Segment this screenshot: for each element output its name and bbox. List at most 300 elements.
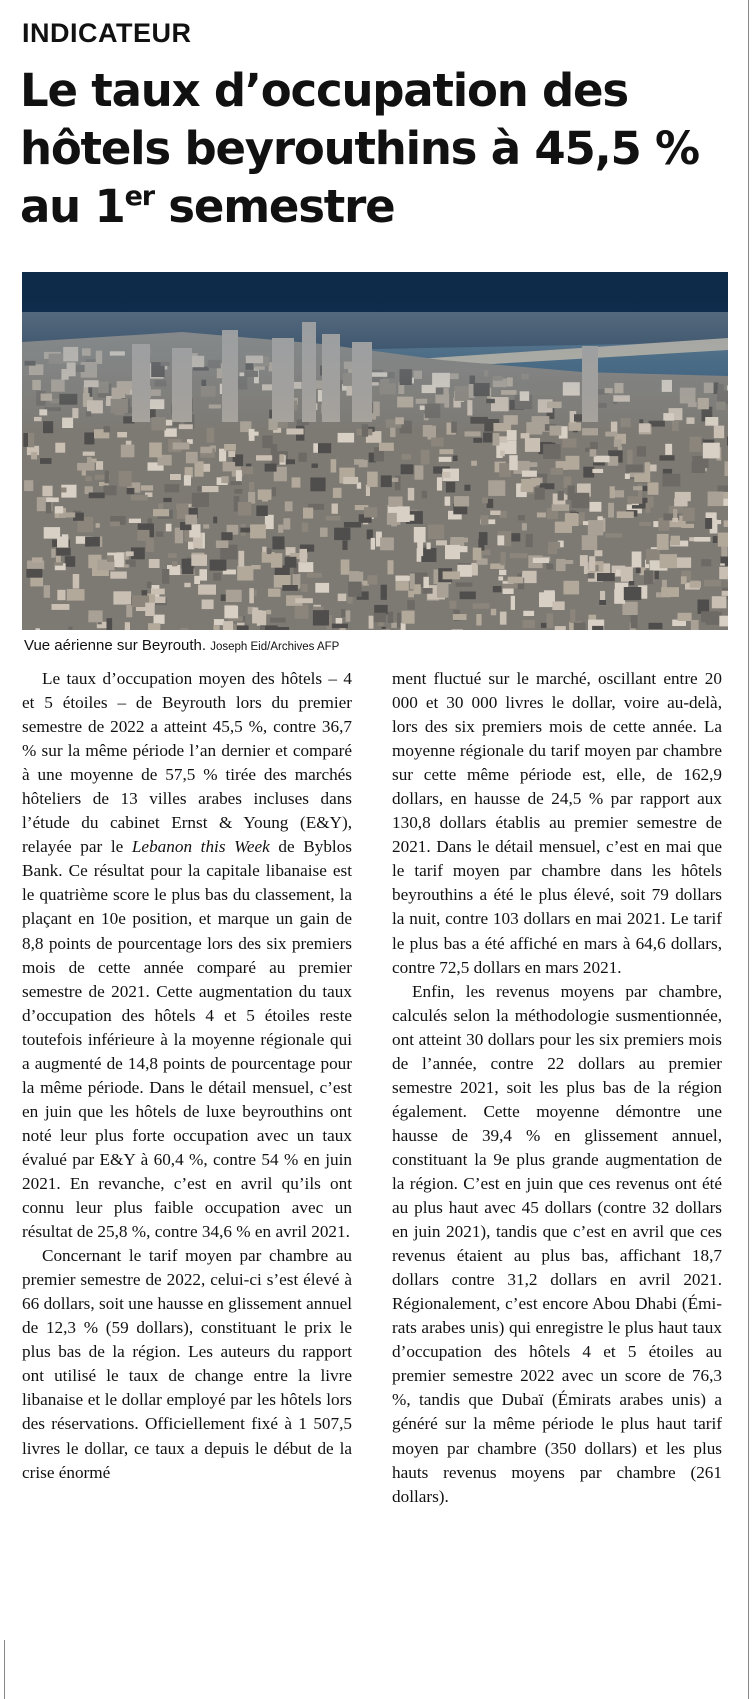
photo-building: [202, 486, 219, 492]
photo-building: [153, 509, 169, 516]
photo-building: [46, 502, 52, 513]
photo-building: [230, 481, 242, 485]
photo-building: [52, 604, 70, 610]
photo-building: [488, 480, 505, 496]
photo-building: [692, 462, 706, 473]
photo-building: [42, 486, 52, 497]
photo-building: [401, 623, 406, 630]
photo-building: [552, 601, 564, 610]
photo-building: [565, 560, 573, 564]
photo-building: [674, 498, 688, 506]
photo-building: [380, 537, 394, 550]
photo-building: [343, 477, 358, 484]
photo-building: [381, 585, 387, 600]
photo-building: [535, 488, 545, 500]
photo-building: [282, 585, 298, 591]
photo-building: [589, 502, 601, 512]
photo-building: [648, 482, 659, 494]
photo-building: [185, 515, 197, 525]
photo-building: [665, 444, 672, 455]
photo-building: [588, 520, 604, 535]
photo-building: [653, 521, 658, 527]
photo-building: [155, 597, 166, 604]
photo-building: [40, 458, 52, 464]
photo-building: [36, 628, 40, 630]
photo-building: [85, 476, 92, 481]
photo-building: [605, 432, 617, 437]
photo-building: [173, 443, 190, 450]
photo-building: [705, 518, 712, 529]
photo-building: [565, 514, 579, 526]
photo-building: [367, 575, 377, 584]
photo-building: [445, 545, 460, 559]
photo-building: [267, 548, 272, 554]
photo-building: [592, 626, 603, 630]
photo-building: [85, 537, 100, 547]
photo-building: [168, 553, 177, 558]
photo-building: [348, 582, 362, 597]
photo-building: [555, 626, 566, 630]
photo-building: [129, 519, 141, 523]
photo-building: [338, 594, 347, 602]
photo-building: [307, 573, 322, 578]
photo-building: [449, 601, 456, 609]
photo-building: [110, 522, 120, 527]
photo-building: [714, 520, 721, 524]
photo-building: [631, 615, 638, 628]
photo-building: [240, 528, 251, 533]
left-page-rule: [4, 1640, 5, 1699]
photo-building: [453, 614, 467, 620]
photo-building: [649, 465, 657, 472]
photo-building: [56, 548, 71, 556]
photo-building: [265, 464, 277, 472]
photo-building: [439, 449, 453, 454]
photo-building: [594, 456, 610, 463]
photo-building: [226, 590, 242, 602]
photo-building: [694, 537, 711, 542]
photo-building: [249, 482, 254, 491]
photo-building: [312, 464, 318, 468]
photo-building: [333, 488, 342, 498]
photo-building: [510, 553, 528, 558]
photo-building: [605, 533, 622, 537]
headline-line-2: hôtels beyrouthins à 45,5 %: [20, 122, 699, 175]
photo-building: [523, 611, 534, 616]
photo-building: [614, 440, 622, 447]
photo-building: [437, 584, 449, 598]
photo-building: [184, 475, 191, 485]
photo-building: [96, 523, 100, 528]
photo-building: [298, 562, 313, 572]
photo-building: [51, 549, 55, 558]
photo-building: [61, 488, 67, 493]
photo-building: [592, 469, 603, 473]
photo-building: [543, 444, 561, 459]
photo-building: [318, 443, 331, 453]
photo-building: [562, 439, 576, 448]
photo-building: [453, 456, 458, 462]
photo-building: [727, 437, 728, 446]
article-column-right: [392, 667, 722, 1509]
photo-building: [28, 433, 34, 448]
photo-caption: [24, 637, 339, 654]
paragraph-occupation-end: de Byblos Bank. Ce résultat pour la capitale libanaise est le quatrième score le plus bas du classement, la plaçant en 10e position, et marque un gain de 8,8 points de pourcentage lors des six premiers mois de cette année comparé au premier semestre de 2021. Cette augmentation du taux d’occupation des hôtels 4 et 5 étoiles reste toutefois inférieure à la moyenne régionale qui a augmenté de 14,8 points de pourcentage pour la même période. Dans le détail mensuel, c’est en juin que les hôtels de luxe beyrouthins ont noté leur plus forte occupation avec un taux évalué par E&Y à 60,4 %, contre 54 % en juin 2021. En revanche, c’est en avril qu’ils ont connu leur plus faible occupation avec un résultat de 25,8 %, contre 34,6 % en avril 2021.: [22, 837, 352, 1242]
photo-building: [202, 600, 214, 610]
photo-building: [334, 528, 350, 540]
photo-building: [690, 581, 701, 587]
paragraph-occupation: [22, 667, 352, 1244]
photo-building: [493, 433, 500, 446]
photo-building: [689, 537, 694, 541]
photo-building: [436, 540, 447, 545]
photo-building: [625, 474, 630, 480]
photo-building: [262, 495, 268, 502]
photo-building: [224, 444, 236, 451]
photo-building: [270, 618, 286, 623]
photo-building: [407, 600, 415, 610]
photo-building: [617, 511, 634, 518]
photo-building: [671, 536, 680, 546]
photo-building: [83, 452, 95, 456]
photo-building: [237, 566, 253, 581]
photo-building: [637, 446, 646, 456]
photo-building: [67, 589, 85, 601]
photo-building: [443, 571, 460, 579]
photo-building: [265, 515, 274, 529]
photo-building: [388, 612, 394, 623]
photo-building: [147, 582, 152, 589]
photo-building: [471, 461, 477, 466]
photo-building: [522, 471, 537, 477]
photo-building: [421, 548, 436, 562]
photo-building: [55, 443, 65, 453]
photo-building: [588, 573, 595, 579]
photo-building: [371, 538, 375, 550]
photo-building: [401, 464, 414, 474]
photo-building: [199, 569, 207, 580]
photo-building: [191, 555, 207, 566]
photo-building: [683, 508, 695, 521]
photo-building: [410, 573, 415, 589]
photo-building: [395, 576, 410, 581]
photo-building: [26, 569, 42, 578]
photo-building: [388, 497, 402, 507]
photo-building: [537, 513, 546, 518]
photo-building: [632, 552, 642, 568]
photo-building: [24, 480, 33, 491]
photo-building: [381, 475, 392, 487]
photo-building: [445, 497, 451, 506]
photo-building: [402, 454, 412, 460]
photo-building: [210, 560, 227, 571]
photo-building: [298, 453, 307, 462]
photo-building: [113, 591, 131, 604]
photo-building: [88, 610, 102, 622]
photo-building: [238, 551, 244, 567]
photo-building: [657, 534, 669, 550]
photo-building: [428, 525, 444, 540]
photo-building: [320, 528, 328, 537]
photo-building: [547, 613, 554, 628]
photo-building: [280, 454, 285, 462]
photo-building: [566, 456, 580, 470]
photo-building: [341, 609, 345, 617]
paragraph-room-rate-continued: ment fluctué sur le marché, oscillant entre 20 000 et 30 000 livres le dollar, voire au-delà, lors des six premiers mois de cette année. La moyenne régionale du tarif moyen par chambre sur cette même période est, elle, de 162,9 dollars, en hausse de 24,5 % par rapport aux 130,8 dollars établis au premier semestre de 2021. Dans le détail mensuel, c’est en mai que le tarif moyen par chambre dans les hôtels beyrouthins a été le plus élevé, soit 79 dollars la nuit, contre 103 dollars en mai 2021. Le tarif le plus bas a été affiché en mars à 64,6 dollars, contre 72,5 dollars en mars 2021.: [392, 669, 722, 977]
photo-building: [521, 433, 530, 438]
headline-line-3-start: au 1: [20, 180, 125, 233]
photo-building: [57, 590, 65, 600]
photo-building: [550, 468, 563, 475]
photo-building: [501, 552, 506, 565]
paragraph-room-rate: Concernant le tarif moyen par chambre au premier semestre de 2022, celui-ci s’est élevé à 66 dollars, soit une hausse en glissement annuel de 12,3 % (59 dollars), constituant le prix le plus bas de la région. Les auteurs du rapport ont utilisé le taux de change entre la livre libanaise et le dollar employé par les hôtels lors des réservations. Officiellement fixé à 1 507,5 livres le dollar, ce taux a depuis le début de la crise énormé: [22, 1246, 352, 1482]
photo-building: [285, 557, 297, 568]
photo-building: [720, 557, 728, 564]
photo-building: [546, 564, 553, 570]
photo-building: [186, 452, 198, 464]
photo-building: [163, 498, 171, 502]
photo-building: [44, 585, 50, 598]
photo-building: [639, 522, 651, 526]
photo-building: [498, 576, 503, 580]
photo-building: [221, 532, 232, 540]
photo-building: [473, 548, 482, 560]
photo-building: [228, 451, 235, 457]
photo-building: [338, 433, 355, 443]
photo-building: [197, 486, 202, 492]
photo-building: [96, 461, 103, 470]
photo-building: [712, 596, 727, 608]
photo-building: [301, 584, 308, 592]
photo-building: [583, 521, 588, 525]
photo-building: [388, 560, 394, 574]
photo-building: [131, 495, 148, 501]
photo-building: [722, 591, 728, 596]
photo-building: [32, 557, 43, 562]
photo-building: [285, 501, 293, 511]
photo-building: [701, 559, 711, 566]
photo-building: [331, 624, 349, 629]
photo-building: [250, 524, 266, 538]
photo-building: [589, 556, 595, 571]
photo-building: [431, 438, 443, 447]
headline-superscript: er: [124, 181, 154, 212]
photo-building: [126, 605, 132, 617]
photo-building: [415, 465, 424, 479]
photo-building: [548, 549, 557, 555]
photo-building: [65, 556, 75, 567]
photo-building: [216, 541, 229, 549]
photo-building: [55, 506, 63, 513]
photo-building: [597, 573, 615, 581]
photo-building: [89, 493, 105, 499]
photo-building: [295, 598, 313, 603]
photo-building: [590, 449, 597, 456]
photo-building: [523, 620, 536, 628]
photo-building: [473, 438, 482, 443]
photo-building: [491, 609, 496, 616]
photo-building: [341, 560, 350, 575]
photo-building: [502, 584, 517, 589]
photo-building: [148, 623, 160, 630]
photo-building: [689, 437, 701, 452]
photo-building: [154, 615, 165, 624]
photo-building: [408, 591, 414, 598]
photo-building: [272, 487, 276, 496]
caption-text: Vue aérienne sur Beyrouth.: [24, 637, 207, 654]
photo-building: [251, 565, 260, 569]
photo-building: [708, 492, 724, 507]
photo-building: [151, 589, 165, 595]
photo-building: [31, 452, 37, 459]
photo-building: [556, 559, 565, 571]
photo-building: [452, 629, 463, 630]
photo-building: [442, 472, 450, 478]
photo-building: [213, 517, 217, 524]
photo-building: [719, 616, 728, 627]
photo-building: [162, 569, 169, 584]
photo-building: [574, 622, 586, 630]
photo-building: [381, 629, 390, 630]
photo-building: [107, 555, 114, 562]
photo-building: [661, 587, 679, 597]
photo-building: [184, 583, 190, 587]
photo-building: [374, 613, 386, 623]
headline-line-3-end: semestre: [153, 180, 395, 233]
photo-building: [499, 570, 506, 575]
photo-building: [195, 461, 204, 476]
photo-building: [649, 623, 663, 629]
photo-building: [402, 611, 415, 624]
photo-building: [256, 455, 272, 460]
photo-building: [610, 486, 615, 498]
photo-building: [493, 586, 502, 592]
photo-building: [103, 485, 116, 495]
photo-building: [423, 588, 433, 594]
photo-building: [417, 541, 423, 556]
photo-building: [369, 616, 374, 629]
photo-building: [521, 486, 534, 492]
paragraph-revenue: Enfin, les revenus moyens par chambre, calculés selon la méthodologie susmentionnée, ont atteint 30 dollars pour les six premiers mois de l’année, contre 22 dollars au premier semestre 2021, soit les plus bas de la région également. Cette moyenne démontre une hausse de 39,4 % en glissement annuel, constituant la 9e plus grande augmentation de la région. C’est en juin que ces revenus ont été au plus haut avec 45 dollars (contre 32 dollars en juin 2021), tandis que c’est en avril que ces revenus étaient au plus bas, affichant 18,7 dollars contre 31,2 dollars en avril 2021. Régionalement, c’est encore Abou Dhabi (Émirats arabes unis) qui enregistre le plus haut taux d’occupation des hôtels 4 et 5 étoiles au premier semestre 2022 avec un score de 76,3 %, tandis que Dubaï (Émirats arabes unis) a généré sur la même période le plus haut tarif moyen par chambre (350 dollars) et les plus hauts revenus moyens par chambre (261 dollars).: [392, 981, 722, 1506]
photo-building: [172, 561, 177, 566]
photo-building: [634, 474, 650, 482]
photo-building: [84, 432, 94, 444]
photo-building: [346, 610, 351, 621]
photo-building: [192, 493, 209, 507]
headline-line-1: Le taux d’occupation des: [20, 64, 628, 117]
photo-building: [262, 436, 272, 449]
photo-building: [681, 576, 687, 584]
photo-building: [303, 508, 313, 519]
photo-building: [141, 485, 153, 490]
photo-building: [256, 506, 268, 517]
photo-building: [718, 533, 728, 547]
photo-building: [616, 570, 621, 576]
photo-building: [107, 618, 113, 630]
photo-building: [427, 543, 431, 550]
photo-building: [166, 524, 172, 532]
photo-building: [236, 470, 242, 483]
photo-building: [590, 442, 598, 449]
photo-building: [660, 554, 677, 568]
photo-building: [68, 627, 72, 630]
right-page-rule: [748, 0, 749, 1699]
photo-building: [564, 581, 580, 595]
photo-building: [110, 572, 127, 579]
photo-building: [500, 451, 505, 457]
photo-building: [170, 474, 181, 480]
photo-building: [326, 516, 341, 521]
photo-building: [241, 466, 253, 474]
photo-building: [300, 549, 308, 563]
photo-building: [142, 590, 148, 596]
photo-building: [238, 502, 251, 516]
photo-building: [283, 518, 290, 529]
photo-building: [437, 477, 442, 490]
photo-building: [672, 518, 678, 522]
photo-building: [691, 620, 699, 630]
beirut-aerial-photo: [22, 272, 728, 630]
photo-building: [221, 476, 228, 483]
photo-building: [500, 612, 507, 625]
photo-building: [126, 551, 134, 556]
photo-building: [490, 511, 500, 516]
photo-building: [149, 443, 162, 458]
photo-building: [508, 577, 524, 584]
photo-building: [552, 504, 569, 511]
photo-building: [237, 625, 249, 630]
photo-building: [414, 527, 426, 543]
photo-building: [332, 504, 338, 514]
photo-building: [223, 462, 236, 472]
photo-building: [659, 455, 674, 460]
photo-building: [599, 600, 606, 605]
photo-building: [482, 497, 488, 503]
photo-building: [627, 450, 633, 465]
photo-building: [77, 463, 95, 471]
photo-building: [594, 550, 602, 556]
photo-building: [105, 471, 109, 484]
photo-building: [121, 445, 135, 458]
photo-building: [721, 545, 727, 557]
photo-building: [480, 515, 488, 525]
photo-building: [359, 460, 368, 467]
photo-building: [548, 542, 560, 549]
photo-building: [523, 462, 538, 467]
photo-building: [646, 503, 651, 513]
photo-building: [272, 536, 284, 549]
photo-building: [137, 530, 149, 541]
photo-building: [252, 610, 262, 623]
photo-building: [544, 590, 555, 603]
photo-building: [718, 486, 729, 492]
photo-building: [497, 535, 504, 545]
photo-building: [164, 484, 179, 492]
article-column-left: [22, 667, 352, 1485]
photo-building: [198, 585, 216, 595]
photo-building: [582, 535, 598, 550]
photo-building: [558, 491, 564, 501]
photo-building: [125, 560, 132, 565]
photo-building: [278, 525, 283, 533]
photo-building: [627, 496, 642, 504]
photo-building: [92, 459, 97, 463]
photo-building: [367, 530, 373, 540]
photo-building: [464, 485, 470, 491]
photo-building: [117, 432, 127, 437]
photo-building: [476, 614, 481, 626]
photo-building: [460, 592, 476, 600]
